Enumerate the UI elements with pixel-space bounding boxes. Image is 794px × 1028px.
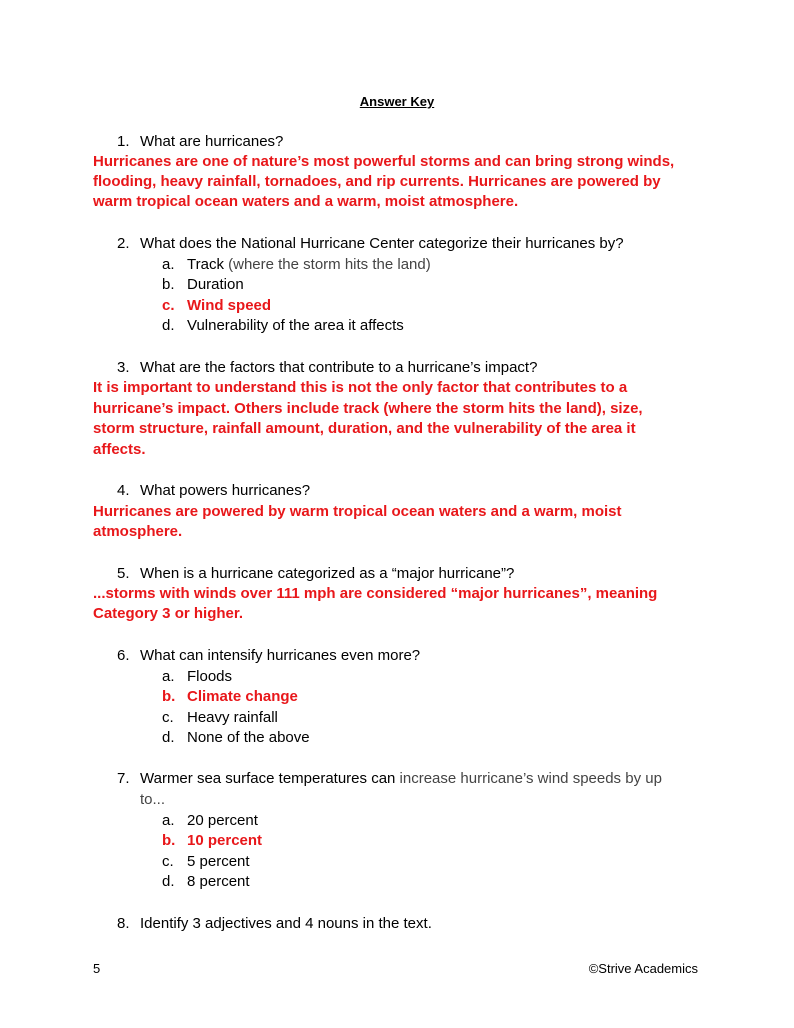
page-number: 5 bbox=[93, 961, 101, 976]
correct-option-text: Climate change bbox=[187, 688, 298, 705]
option-letter: a. bbox=[162, 256, 175, 273]
answer-line: It is important to understand this is not the only factor that contributes to a bbox=[93, 379, 628, 396]
question-text: What are hurricanes? bbox=[140, 133, 284, 150]
question-number: 5. bbox=[117, 565, 130, 582]
option-letter: a. bbox=[162, 812, 175, 829]
page-title: Answer Key bbox=[359, 94, 435, 109]
option-letter: d. bbox=[162, 873, 175, 890]
option-text bbox=[187, 255, 431, 275]
question-text bbox=[140, 769, 662, 789]
question-text: When is a hurricane categorized as a “major hurricane”? bbox=[140, 565, 515, 582]
answer-line: warm tropical ocean waters and a warm, moist atmosphere. bbox=[93, 193, 519, 210]
option-letter: b. bbox=[162, 276, 175, 293]
question-text: What can intensify hurricanes even more? bbox=[140, 647, 421, 664]
answer-line: Hurricanes are one of nature’s most powerful storms and can bring strong winds, bbox=[93, 153, 675, 170]
answer-line: storm structure, rainfall amount, duration, and the vulnerability of the area it bbox=[93, 420, 636, 437]
question-number: 7. bbox=[117, 770, 130, 787]
option-text: None of the above bbox=[187, 729, 310, 746]
option-letter: c. bbox=[162, 709, 174, 726]
option-note: (where the storm hits the land) bbox=[228, 256, 431, 273]
question-number: 2. bbox=[117, 235, 130, 252]
option-text: Vulnerability of the area it affects bbox=[187, 317, 404, 334]
option-letter: d. bbox=[162, 317, 175, 334]
correct-option-letter: b. bbox=[162, 832, 176, 849]
answer-line: flooding, heavy rainfall, tornadoes, and rip currents. Hurricanes are powered by bbox=[93, 173, 661, 190]
option-letter: a. bbox=[162, 668, 175, 685]
correct-option-letter: c. bbox=[162, 297, 175, 314]
answer-line: ...storms with winds over 111 mph are considered “major hurricanes”, meaning bbox=[93, 585, 658, 602]
correct-option-text: Wind speed bbox=[187, 297, 272, 314]
question-text: What are the factors that contribute to a hurricane’s impact? bbox=[140, 359, 538, 376]
option-text: Heavy rainfall bbox=[187, 709, 278, 726]
option-text: 20 percent bbox=[187, 812, 258, 829]
question-text-continued: to... bbox=[140, 791, 166, 808]
answer-line: affects. bbox=[93, 441, 146, 458]
option-text: 5 percent bbox=[187, 853, 250, 870]
answer-line: Category 3 or higher. bbox=[93, 605, 244, 622]
question-number: 3. bbox=[117, 359, 130, 376]
option-label: Track bbox=[187, 256, 224, 273]
question-text-part: increase hurricane’s wind speeds by up bbox=[399, 770, 662, 787]
option-text: Floods bbox=[187, 668, 233, 685]
option-letter: d. bbox=[162, 729, 175, 746]
correct-option-text: 10 percent bbox=[187, 832, 263, 849]
question-text: Identify 3 adjectives and 4 nouns in the text. bbox=[140, 915, 432, 932]
copyright: ©Strive Academics bbox=[588, 961, 698, 976]
correct-option-letter: b. bbox=[162, 688, 176, 705]
question-text: What does the National Hurricane Center categorize their hurricanes by? bbox=[140, 235, 624, 252]
question-number: 6. bbox=[117, 647, 130, 664]
question-number: 8. bbox=[117, 915, 130, 932]
question-number: 4. bbox=[117, 482, 130, 499]
option-text: 8 percent bbox=[187, 873, 250, 890]
answer-line: hurricane’s impact. Others include track (where the storm hits the land), size, bbox=[93, 400, 643, 417]
option-text: Duration bbox=[187, 276, 244, 293]
question-text: What powers hurricanes? bbox=[140, 482, 311, 499]
option-letter: c. bbox=[162, 853, 174, 870]
answer-line: Hurricanes are powered by warm tropical ocean waters and a warm, moist bbox=[93, 503, 622, 520]
answer-line: atmosphere. bbox=[93, 523, 183, 540]
question-text-part: Warmer sea surface temperatures can bbox=[140, 770, 396, 787]
question-number: 1. bbox=[117, 133, 130, 150]
